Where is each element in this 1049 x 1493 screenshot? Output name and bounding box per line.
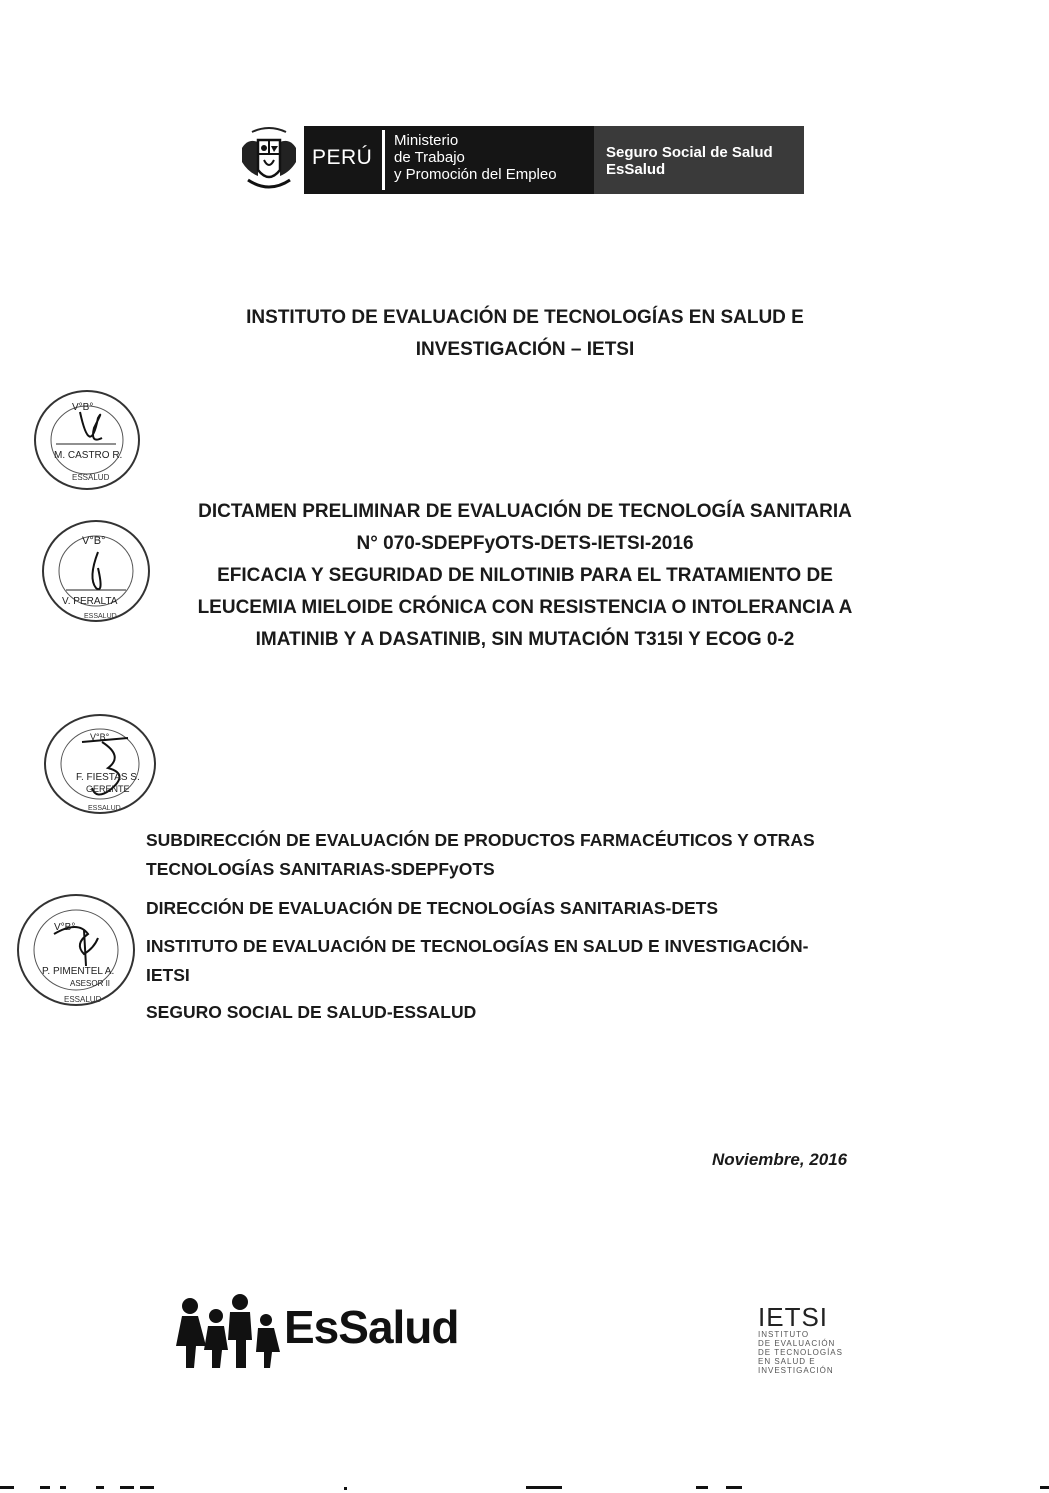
- dictamen-line: DICTAMEN PRELIMINAR DE EVALUACIÓN DE TECNOLOGÍA SANITARIA: [198, 501, 852, 522]
- stamp-vb: V°B°: [82, 535, 106, 547]
- stamp-ring-text: ESSALUD: [72, 473, 110, 482]
- ministry-line: y Promoción del Empleo: [394, 166, 557, 183]
- institute-line: IETSI: [146, 965, 190, 985]
- ietsi-tagline-line: INVESTIGACIÓN: [758, 1366, 834, 1375]
- coat-of-arms-icon: [238, 126, 300, 194]
- stamp-subtitle: ASESOR II: [70, 979, 111, 988]
- ietsi-logo: [758, 1304, 868, 1384]
- separator: [382, 130, 385, 190]
- agency-line: Seguro Social de Salud: [606, 144, 773, 161]
- agency-box: [594, 126, 804, 194]
- ietsi-tagline-line: DE EVALUACIÓN: [758, 1339, 836, 1348]
- stamp-vb: V°B°: [90, 732, 110, 742]
- approval-stamp: [42, 712, 158, 816]
- ietsi-tagline-line: INSTITUTO: [758, 1330, 810, 1339]
- dictamen-line: N° 070-SDEPFyOTS-DETS-IETSI-2016: [356, 533, 694, 554]
- country-label: PERÚ: [312, 146, 373, 169]
- stamp-subtitle: GERENTE: [86, 784, 130, 794]
- ietsi-wordmark: IETSI: [758, 1302, 829, 1332]
- ietsi-tagline: [758, 1330, 868, 1375]
- approval-stamp: [32, 388, 142, 492]
- institute-line: INSTITUTO DE EVALUACIÓN DE TECNOLOGÍAS EN SALUD E INVESTIGACIÓN-: [146, 936, 809, 956]
- approval-stamp: [14, 890, 138, 1010]
- scan-edge-marks: [0, 1483, 1049, 1493]
- stamp-name: V. PERALTA: [62, 596, 118, 607]
- stamp-vb: V°B°: [54, 922, 76, 933]
- stamp-name: M. CASTRO R.: [54, 450, 123, 461]
- dictamen-line: IMATINIB Y A DASATINIB, SIN MUTACIÓN T315I Y ECOG 0-2: [255, 629, 795, 650]
- subdirection-line: TECNOLOGÍAS SANITARIAS-SDEPFyOTS: [146, 859, 495, 879]
- ietsi-tagline-line: EN SALUD E: [758, 1357, 816, 1366]
- social-security-line: SEGURO SOCIAL DE SALUD-ESSALUD: [146, 1002, 477, 1022]
- title-line: INVESTIGACIÓN – IETSI: [415, 339, 635, 360]
- stamp-ring-text: ESSALUD: [64, 995, 102, 1004]
- direction-line: DIRECCIÓN DE EVALUACIÓN DE TECNOLOGÍAS SANITARIAS-DETS: [146, 898, 719, 918]
- ietsi-tagline-line: DE TECNOLOGÍAS: [758, 1348, 843, 1357]
- subdirection-block: [146, 826, 916, 884]
- subdirection-line: SUBDIRECCIÓN DE EVALUACIÓN DE PRODUCTOS FARMACÉUTICOS Y OTRAS: [146, 830, 815, 850]
- title-line: INSTITUTO DE EVALUACIÓN DE TECNOLOGÍAS EN SALUD E: [246, 307, 804, 328]
- institute-title: [160, 302, 890, 366]
- ministry-line: Ministerio: [394, 132, 459, 149]
- stamp-name: F. FIESTAS S.: [76, 772, 140, 783]
- stamp-ring-text: ESSALUD: [84, 613, 117, 620]
- institute-block: [146, 932, 916, 990]
- peru-ministry-box: [304, 126, 622, 194]
- stamp-vb: V°B°: [72, 402, 94, 413]
- family-figures-icon: [176, 1294, 282, 1370]
- dictamen-line: EFICACIA Y SEGURIDAD DE NILOTINIB PARA EL TRATAMIENTO DE: [217, 565, 833, 586]
- stamp-name: P. PIMENTEL A.: [42, 966, 115, 977]
- essalud-logo: [176, 1294, 496, 1370]
- approval-stamp: [40, 518, 152, 624]
- agency-name: [606, 144, 773, 178]
- ministry-line: de Trabajo: [394, 149, 465, 166]
- agency-line: EsSalud: [606, 161, 666, 178]
- document-date: Noviembre, 2016: [712, 1150, 848, 1169]
- dictamen-line: LEUCEMIA MIELOIDE CRÓNICA CON RESISTENCIA O INTOLERANCIA A: [197, 597, 853, 618]
- essalud-wordmark: EsSalud: [284, 1301, 459, 1353]
- dictamen-title: [140, 496, 910, 656]
- header-banner: [238, 126, 804, 194]
- stamp-ring-text: ESSALUD: [88, 805, 121, 812]
- ministry-name: [394, 132, 557, 183]
